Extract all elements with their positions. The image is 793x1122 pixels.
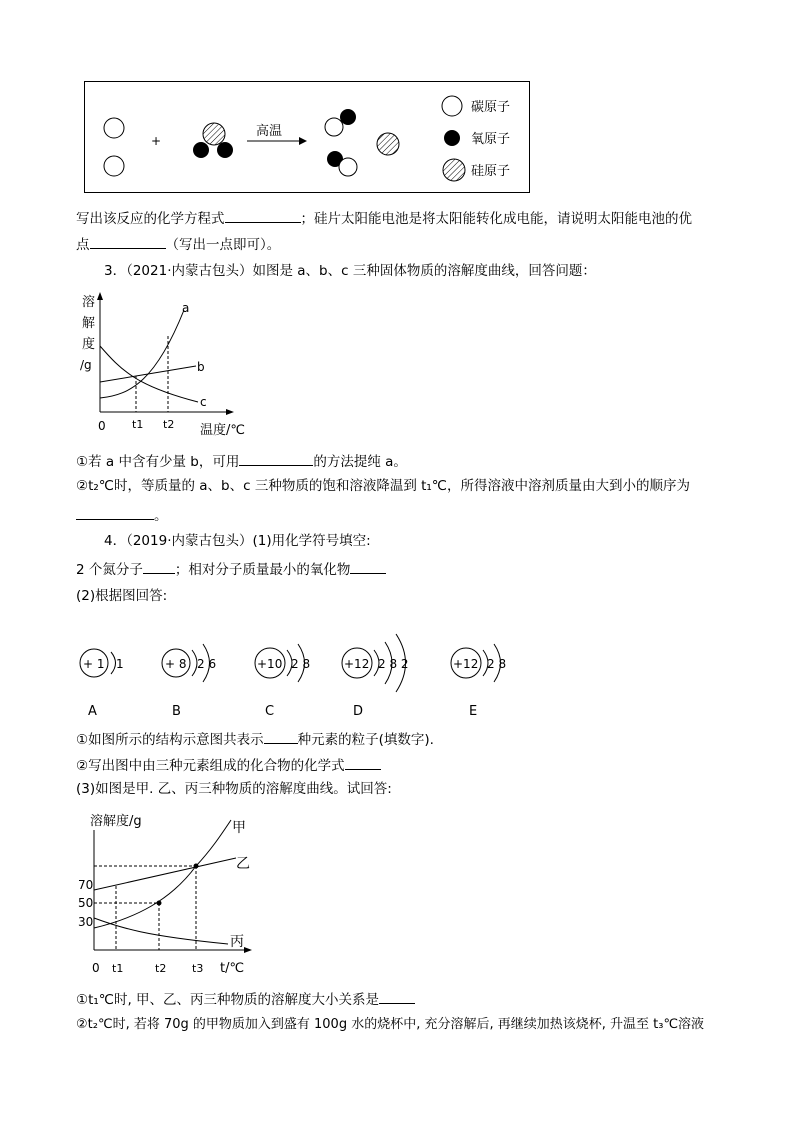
- reaction-diagram: [84, 81, 530, 193]
- svg-text:2 8 2: 2 8 2: [378, 657, 409, 671]
- q4-series-label: 丙: [230, 934, 244, 950]
- atom-E: [451, 644, 506, 719]
- q3-series-label: c: [200, 395, 207, 409]
- legend-carbon-icon: [442, 96, 462, 116]
- answer-blank[interactable]: [225, 210, 301, 223]
- svg-text:1: 1: [116, 657, 124, 671]
- oxygen-atom: [340, 109, 356, 125]
- q4-xtick: t1: [112, 962, 124, 975]
- silicon-atom: [203, 123, 225, 145]
- answer-blank[interactable]: [239, 453, 313, 466]
- q4-header: 4．（2019·内蒙古包头）(1)用化学符号填空:: [104, 533, 371, 549]
- svg-text:+12: +12: [344, 657, 370, 671]
- atom-D: [342, 634, 409, 719]
- atom-B: [162, 644, 216, 719]
- q3-item-1: ①若 a 中含有少量 b，可用 的方法提纯 a。: [76, 454, 407, 470]
- q4-ylabel: 溶解度/g: [90, 814, 142, 829]
- atom-A: [80, 649, 124, 719]
- q3-series-label: b: [197, 360, 205, 374]
- svg-text:+12: +12: [453, 657, 479, 671]
- q4-x-axis-arrow-icon: [244, 947, 252, 953]
- q3-xlabel: 温度/℃: [200, 423, 245, 438]
- carbon-atom: [104, 156, 124, 176]
- svg-text:2 6: 2 6: [197, 657, 217, 671]
- answer-blank[interactable]: [90, 236, 166, 249]
- q4-intersection-point: [194, 864, 199, 869]
- answer-blank[interactable]: [379, 991, 415, 1004]
- legend-silicon-icon: [443, 159, 465, 181]
- q3-xtick: t2: [163, 418, 175, 431]
- q4-origin: 0: [92, 961, 100, 975]
- legend-oxygen-label: 氧原子: [471, 132, 511, 147]
- q3-origin: 0: [98, 419, 106, 433]
- q4-item-1: ①如图所示的结构示意图共表示 种元素的粒子(填数字).: [76, 732, 434, 748]
- svg-text:A: A: [88, 704, 97, 719]
- q3-solubility-chart: [76, 290, 256, 440]
- silicon-atom: [377, 133, 399, 155]
- q4-line-1: 2 个氮分子 ；相对分子质量最小的氧化物: [76, 561, 386, 578]
- q4-series-label: 乙: [236, 856, 250, 872]
- svg-text:+ 1: + 1: [83, 657, 105, 671]
- q3-xtick: t1: [132, 418, 144, 431]
- carbon-atom: [339, 158, 357, 176]
- legend-oxygen-icon: [444, 130, 460, 146]
- q3-ylabel: 溶: [82, 295, 96, 310]
- svg-text:C: C: [265, 704, 275, 719]
- q3-series-label: a: [182, 301, 190, 315]
- q3-header: 3．（2021·内蒙古包头）如图是 a、b、c 三种固体物质的溶解度曲线，回答问题：: [104, 263, 596, 279]
- q4-item-2: ②写出图中由三种元素组成的化合物的化学式: [76, 757, 381, 774]
- oxygen-atom: [193, 142, 209, 158]
- carbon-atom: [325, 118, 343, 136]
- atom-structures: [70, 612, 530, 722]
- svg-text:2 8: 2 8: [291, 657, 311, 671]
- arrow-head-icon: [299, 137, 307, 145]
- atom-C: [255, 644, 310, 719]
- q4-solubility-chart: [76, 810, 266, 980]
- carbon-atom: [104, 118, 124, 138]
- q3-item-2-end: 。: [76, 507, 168, 524]
- q3-ylabel: /g: [80, 358, 92, 372]
- q2-line-1: 写出该反应的化学方程式 ；硅片太阳能电池是将太阳能转化成电能，请说明太阳能电池的优: [76, 211, 692, 227]
- q4-intersection-point: [157, 901, 162, 906]
- answer-blank[interactable]: [345, 757, 381, 770]
- answer-blank[interactable]: [143, 561, 175, 574]
- legend-carbon-label: 碳原子: [471, 100, 511, 115]
- reaction-condition: 高温: [256, 124, 283, 139]
- svg-text:E: E: [469, 704, 478, 719]
- q4-item-4: ②t₂℃时, 若将 70g 的甲物质加入到盛有 100g 水的烧杯中, 充分溶解后, 再继续加热该烧杯, 升温至 t₃℃溶液: [76, 1017, 705, 1032]
- q4-xtick: t3: [192, 962, 204, 975]
- svg-text:2 8: 2 8: [487, 657, 507, 671]
- svg-text:+10: +10: [257, 657, 283, 671]
- answer-blank[interactable]: [264, 731, 298, 744]
- answer-blank[interactable]: [350, 561, 386, 574]
- svg-text:B: B: [172, 704, 181, 719]
- q4-curve-yi: [94, 858, 236, 890]
- answer-blank[interactable]: [76, 507, 154, 520]
- q4-series-label: 甲: [232, 820, 246, 836]
- q4-part-3: (3)如图是甲. 乙、丙三种物质的溶解度曲线。试回答:: [76, 781, 392, 797]
- q3-curve-a: [100, 310, 184, 398]
- svg-text:D: D: [353, 704, 364, 719]
- svg-text:+ 8: + 8: [165, 657, 187, 671]
- q3-x-axis-arrow-icon: [226, 409, 234, 415]
- q3-ylabel: 度: [82, 337, 96, 352]
- oxygen-atom: [217, 142, 233, 158]
- q2-line-2: 点 （写出一点即可）。: [76, 237, 281, 253]
- q4-item-3: ①t₁℃时, 甲、乙、丙三种物质的溶解度大小关系是: [76, 991, 415, 1008]
- q4-xtick: t2: [155, 962, 167, 975]
- q4-xlabel: t/℃: [220, 961, 245, 976]
- q4-ytick: 70: [78, 878, 94, 892]
- q4-ytick: 30: [78, 915, 94, 929]
- q3-curve-b: [100, 366, 196, 382]
- legend-silicon-label: 硅原子: [471, 164, 511, 179]
- q3-item-2: ②t₂℃时，等质量的 a、b、c 三种物质的饱和溶液降温到 t₁℃，所得溶液中溶剂质量由大到小的顺序为: [76, 478, 690, 494]
- q4-part-2: (2)根据图回答:: [76, 588, 168, 604]
- q3-y-axis-arrow-icon: [97, 292, 103, 300]
- q4-ytick: 50: [78, 896, 94, 910]
- q4-curve-jia: [94, 820, 231, 928]
- q3-ylabel: 解: [82, 316, 96, 331]
- reaction-diagram-svg: [85, 82, 529, 192]
- plus-sign: +: [151, 134, 162, 148]
